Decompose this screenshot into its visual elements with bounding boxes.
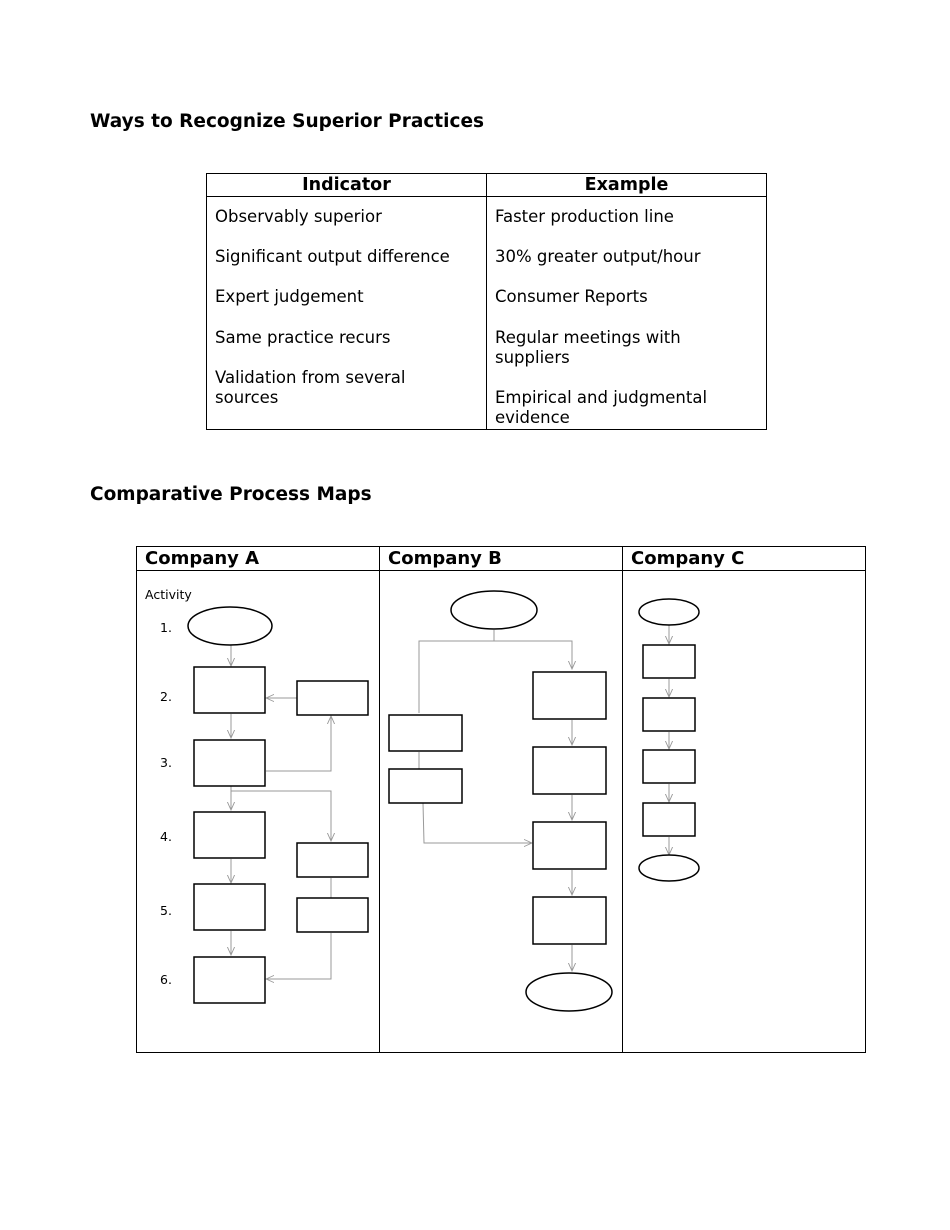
indicator-header: Indicator (207, 174, 487, 197)
example-item: Faster production line (495, 207, 674, 226)
indicator-column (207, 197, 487, 430)
example-item: Consumer Reports (495, 287, 648, 307)
activity-label: Activity (145, 587, 192, 602)
company-b-column (380, 571, 623, 1053)
indicator-item: Expert judgement (215, 287, 364, 307)
section-title-superior-practices: Ways to Recognize Superior Practices (90, 111, 485, 132)
example-header: Example (487, 174, 767, 197)
example-item: Regular meetings with suppliers (495, 327, 681, 367)
company-c-column (623, 571, 866, 1053)
indicator-item: Validation from several sources (215, 367, 406, 408)
step-number-3: 3. (160, 755, 172, 770)
step-number-1: 1. (160, 620, 172, 635)
example-item: Empirical and judgmental evidence (495, 388, 708, 428)
company-b-header: Company B (380, 547, 623, 571)
example-column (487, 197, 767, 430)
step-number-2: 2. (160, 689, 172, 704)
process-maps-table (136, 546, 866, 1053)
company-a-column (137, 571, 380, 1053)
section-title-process-maps: Comparative Process Maps (90, 484, 372, 505)
indicator-item: Significant output difference (215, 247, 450, 267)
step-number-4: 4. (160, 829, 172, 844)
company-c-header: Company C (623, 547, 866, 571)
indicator-table (206, 173, 767, 430)
example-item: 30% greater output/hour (495, 247, 701, 267)
step-number-5: 5. (160, 903, 172, 918)
indicator-item: Same practice recurs (215, 327, 391, 347)
step-number-6: 6. (160, 972, 172, 987)
indicator-item: Observably superior (215, 207, 382, 226)
company-a-header: Company A (137, 547, 380, 571)
